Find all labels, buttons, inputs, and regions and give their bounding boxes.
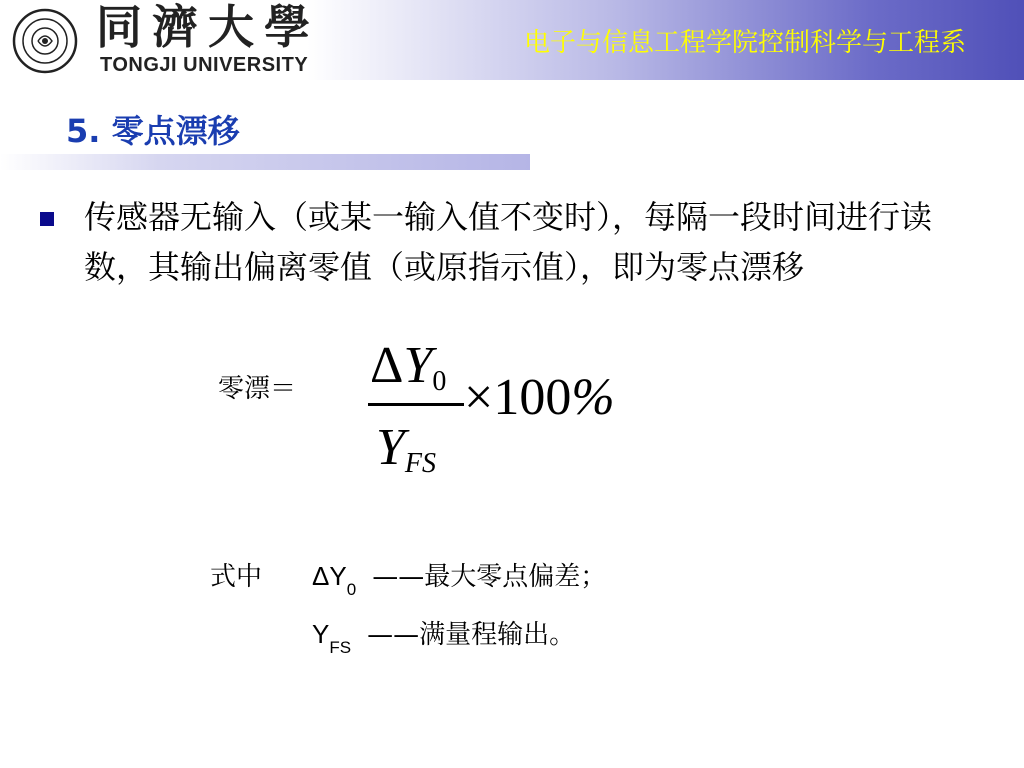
- where-row-yfs: [312, 614, 576, 658]
- times-sign: ×: [464, 369, 494, 426]
- yfs-symbol: [312, 619, 352, 658]
- denominator-subscript: FS: [404, 448, 437, 479]
- percent-value: 100: [493, 369, 572, 426]
- slide-title: 5. 零点漂移: [66, 112, 240, 150]
- formula-multiplier: [464, 368, 615, 427]
- yfs-main: Y: [312, 619, 330, 649]
- bullet-text: 传感器无输入（或某一输入值不变时），每隔一段时间进行读数，其输出偏离零值（或原指示值），即为零点漂移: [84, 198, 933, 286]
- formula-numerator: [370, 336, 446, 395]
- delta-y0-symbol: [312, 561, 357, 600]
- formula-label: 零漂＝: [218, 374, 297, 404]
- numerator-delta: Δ: [370, 337, 404, 394]
- drift-formula: [340, 330, 660, 490]
- university-logo-english: TONGJI UNIVERSITY: [100, 54, 309, 76]
- delta-y0-description: ——最大零点偏差；: [372, 562, 607, 592]
- delta-y0-main: ΔY: [312, 561, 347, 591]
- slide-header: [0, 0, 1024, 80]
- denominator-variable: Y: [376, 419, 405, 476]
- department-name: 电子与信息工程学院控制科学与工程系: [523, 28, 966, 58]
- where-lead-text: 式中: [210, 562, 263, 592]
- percent-sign: %: [571, 369, 615, 426]
- yfs-description: ——满量程输出。: [367, 620, 576, 650]
- formula-denominator: [376, 418, 436, 477]
- university-logo-chinese: 同濟大學: [96, 0, 320, 54]
- delta-y0-subscript: 0: [346, 580, 357, 600]
- formula-fraction: [352, 330, 462, 490]
- numerator-variable: Y: [403, 337, 433, 394]
- bullet-square-icon: [40, 212, 54, 226]
- where-row-delta-y0: [210, 556, 607, 600]
- fraction-line: [368, 403, 464, 406]
- numerator-subscript: 0: [432, 366, 447, 397]
- yfs-subscript: FS: [329, 638, 352, 658]
- title-underline-bar: [0, 154, 530, 170]
- university-seal-icon: [12, 8, 78, 74]
